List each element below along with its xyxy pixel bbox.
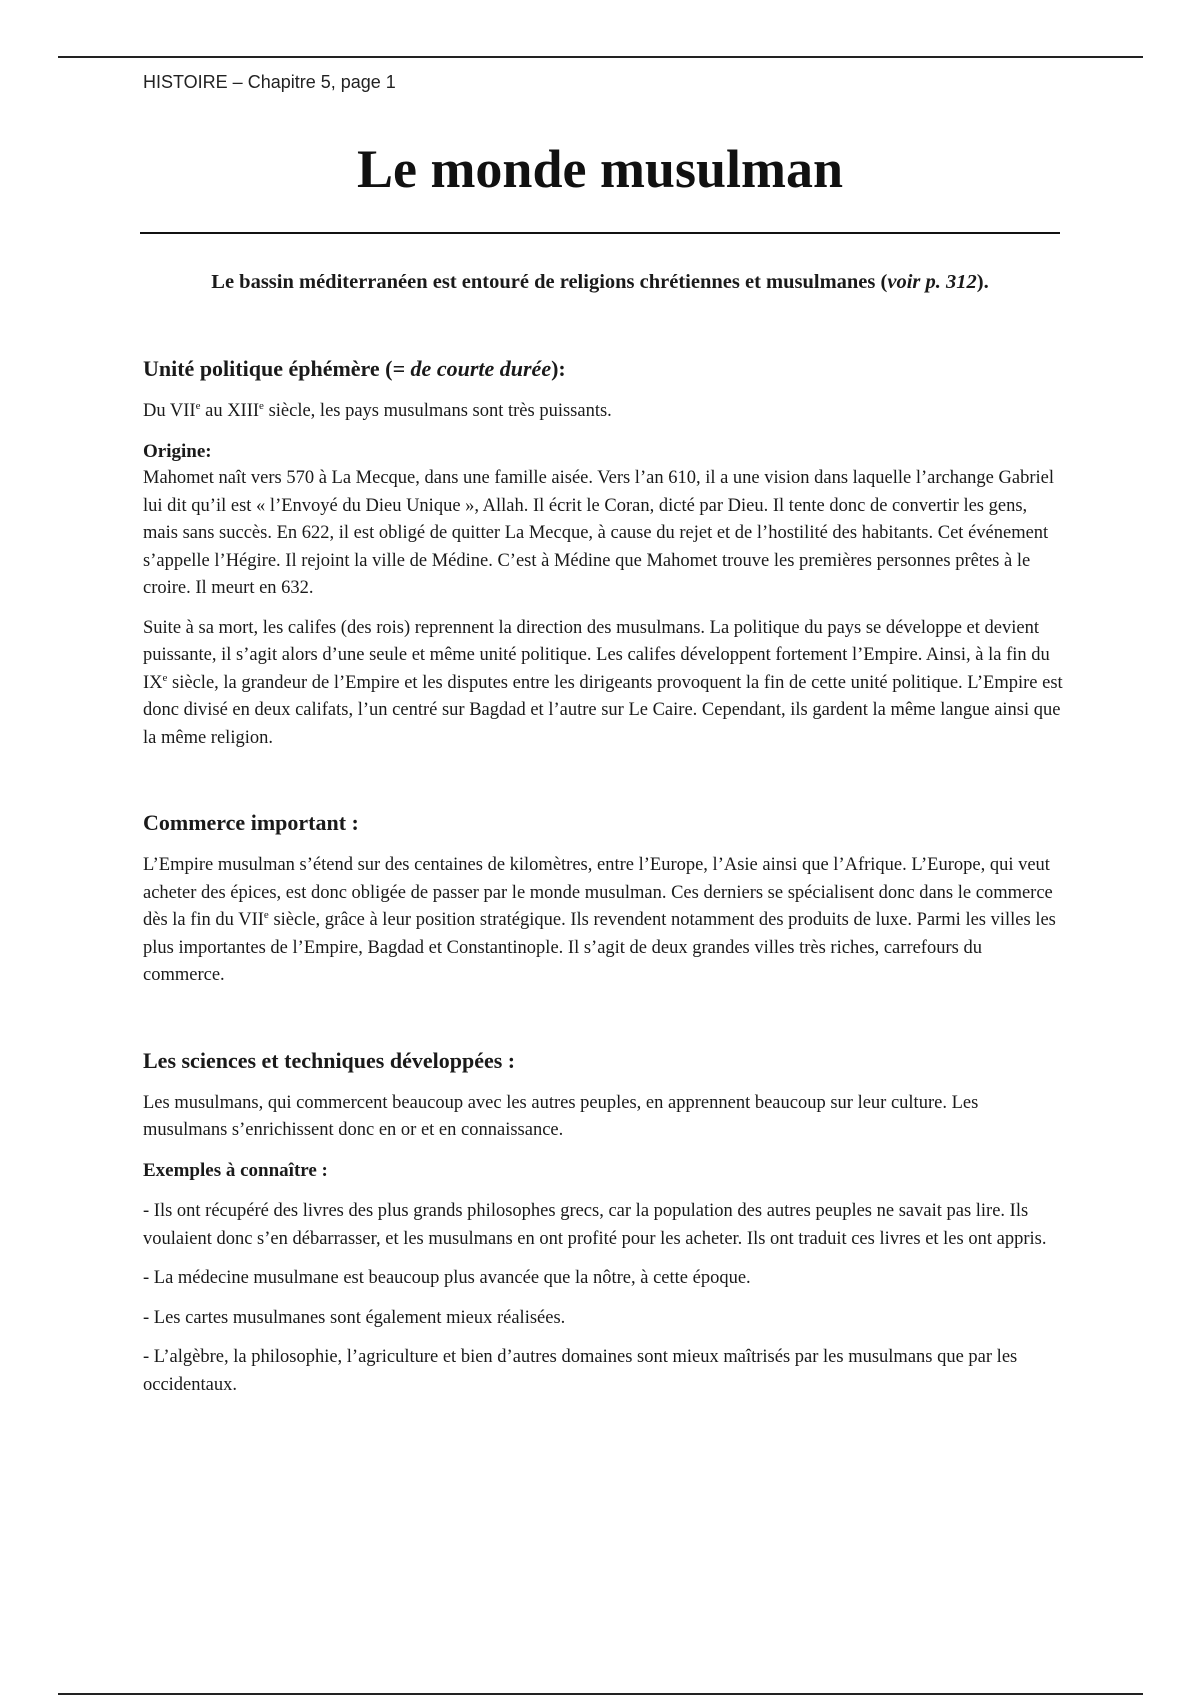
origin-paragraph: Mahomet naît vers 570 à La Mecque, dans une famille aisée. Vers l’an 610, il a une vision dans laquelle l’archange Gabriel lui dit qu’il est « l’Envoyé du Dieu Unique », Allah. Il écrit le Coran, dicté par Dieu. Il tente donc de convertir les gens, mais sans succès. En 622, il est obligé de quitter La Mecque, à cause du rejet et de l’hostilité des habitants. Cet événement s’appelle l’Hégire. Il rejoint la ville de Médine. C’est à Médine que Mahomet trouve les premières personnes prêtes à le croire. Il meurt en 632. <box>143 468 1054 598</box>
examples-label: Exemples à connaître : <box>143 1159 328 1181</box>
heading-end: ): <box>551 356 566 381</box>
document-body <box>143 354 1063 1411</box>
intro-page-ref: voir p. 312 <box>887 271 977 293</box>
section-sciences <box>143 1046 1063 1400</box>
page-header: HISTOIRE – Chapitre 5, page 1 <box>143 72 396 92</box>
spacer <box>143 764 1063 808</box>
page-title: Le monde musulman <box>356 139 844 199</box>
intro-main: Le bassin méditerranéen est entouré de religions chrétiennes et musulmanes ( <box>211 271 888 293</box>
origin-label: Origine: <box>143 440 212 462</box>
list-item: - Ils ont récupéré des livres des plus grands philosophes grecs, car la population des autres peuples ne savait pas lire. Ils voulaient donc s’en débarrasser, et les musulmans en ont profité pour les acheter. Ils ont traduit ces livres et les ont appris. <box>143 1201 1047 1249</box>
heading-definition: = de courte durée <box>392 356 552 381</box>
list-item: - La médecine musulmane est beaucoup plus avancée que la nôtre, à cette époque. <box>143 1268 751 1288</box>
intro-end: ). <box>976 271 989 293</box>
paragraph: Du VIIe au XIIIe siècle, les pays musulmans sont très puissants. <box>143 399 612 421</box>
section-political-unity <box>143 354 1063 752</box>
heading-text: Unité politique éphémère ( <box>143 356 393 381</box>
top-rule <box>58 56 1143 58</box>
paragraph: Suite à sa mort, les califes (des rois) reprennent la direction des musulmans. La politique du pays se développe et devient puissante, il s’agit alors d’une seule et même unité politique. Les califes développent fortement l’Empire. Ainsi, à la fin du IXe siècle, la grandeur de l’Empire et les disputes entre les dirigeants provoquent la fin de cette unité politique. L’Empire est donc divisé en deux califats, l’un centré sur Bagdad et l’autre sur Le Caire. Cependant, ils gardent la même langue ainsi que la même religion. <box>143 617 1063 748</box>
section-heading <box>143 354 1063 384</box>
section-commerce <box>143 808 1063 990</box>
paragraph: Les musulmans, qui commercent beaucoup avec les autres peuples, en apprennent beaucoup sur leur culture. Les musulmans s’enrichissent donc en or et en connaissance. <box>143 1092 979 1140</box>
list-item: - L’algèbre, la philosophie, l’agriculture et bien d’autres domaines sont mieux maîtrisés par les musulmans que par les occidentaux. <box>143 1347 1018 1395</box>
section-heading: Les sciences et techniques développées : <box>143 1047 516 1073</box>
intro-statement <box>0 271 1200 294</box>
spacer <box>143 1002 1063 1046</box>
bottom-rule <box>58 1693 1143 1695</box>
list-item: - Les cartes musulmanes sont également mieux réalisées. <box>143 1307 566 1328</box>
paragraph: L’Empire musulman s’étend sur des centaines de kilomètres, entre l’Europe, l’Asie ainsi que l’Afrique. L’Europe, qui veut acheter des épices, est donc obligée de passer par le monde musulman. Ces derniers se spécialisent donc dans le commerce dès la fin du VIIe siècle, grâce à leur position stratégique. Ils revendent notamment des produits de luxe. Parmi les villes les plus importantes de l’Empire, Bagdad et Constantinople. Il s’agit de deux grandes villes très riches, carrefours du commerce. <box>143 855 1056 985</box>
title-underline <box>140 232 1060 234</box>
section-heading: Commerce important : <box>143 810 359 835</box>
